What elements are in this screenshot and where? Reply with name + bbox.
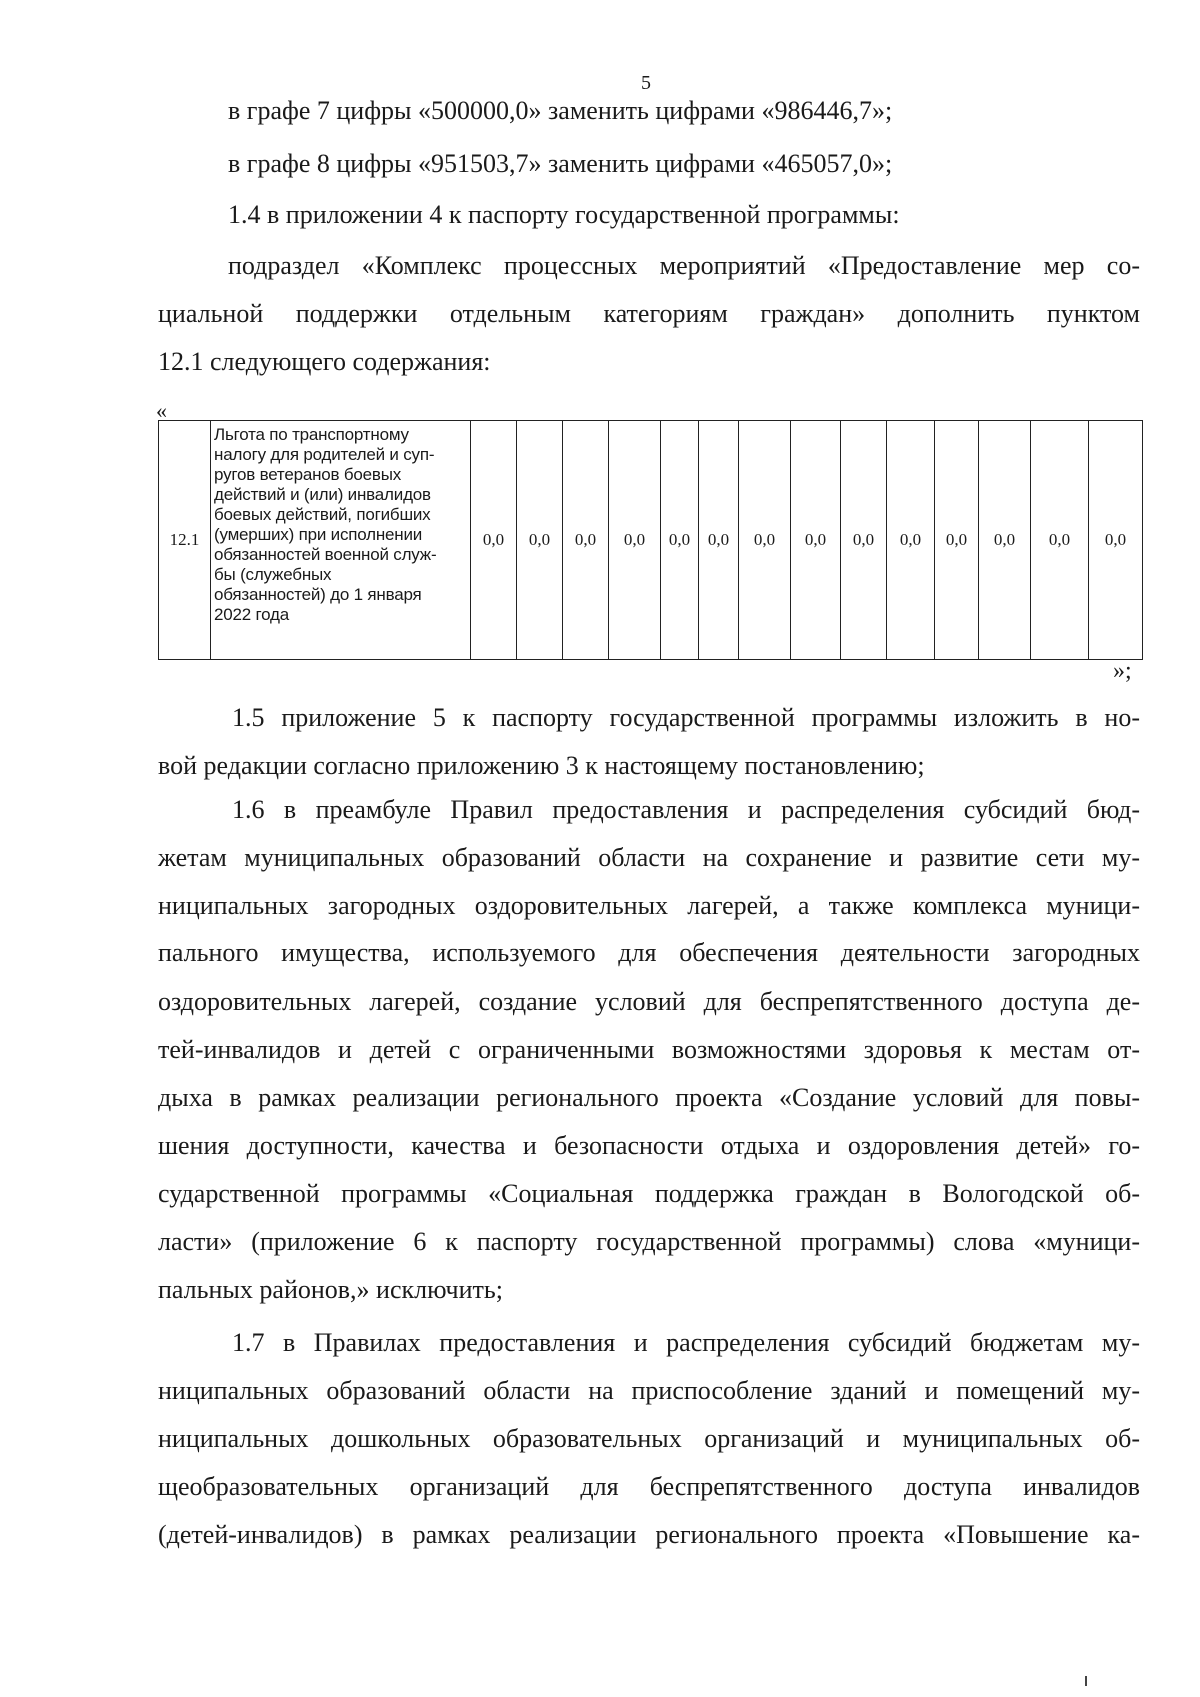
paragraph-line: 12.1 следующего содержания: [158,347,491,376]
paragraph-line: пальных районов,» исключить; [158,1275,503,1304]
paragraph-line: вой редакции согласно приложению 3 к настоящему постановлению; [158,751,925,780]
value-cell: 0,0 [471,421,517,660]
paragraph-line: ласти» (приложение 6 к паспорту государственной программы) слова «муници- [158,1227,1140,1256]
amendment-table [158,420,1143,660]
scan-mark [1085,1676,1087,1686]
quote-close-mark: »; [1113,658,1132,684]
paragraph-line: ниципальных образований области на приспособление зданий и помещений му- [158,1376,1140,1405]
paragraph-line: сударственной программы «Социальная поддержка граждан в Вологодской об- [158,1179,1140,1208]
paragraph-line: циальной поддержки отдельным категориям граждан» дополнить пунктом [158,299,1140,328]
paragraph-line: жетам муниципальных образований области на сохранение и развитие сети му- [158,843,1140,872]
paragraph-line: 1.6 в преамбуле Правил предоставления и распределения субсидий бюд- [232,795,1140,824]
text-line: 1.4 в приложении 4 к паспорту государственной программы: [228,200,900,229]
paragraph-line: дыха в рамках реализации регионального проекта «Создание условий для повы- [158,1083,1140,1112]
paragraph-line: тей-инвалидов и детей с ограниченными возможностями здоровья к местам от- [158,1035,1140,1064]
paragraph-line: 1.5 приложение 5 к паспорту государственной программы изложить в но- [232,703,1140,732]
value-cell: 0,0 [517,421,563,660]
value-cell: 0,0 [791,421,841,660]
description-cell: Льгота по транспортному налогу для родителей и суп- ругов ветеранов боевых действий и (или) инвалидов боевых действий, погибших (умерших) при исполнении обязанностей военной служ- бы (служебных обязанностей) до 1 января 2022 года [211,421,471,660]
paragraph-line: ниципальных дошкольных образовательных организаций и муниципальных об- [158,1424,1140,1453]
paragraph-line: (детей-инвалидов) в рамках реализации регионального проекта «Повышение ка- [158,1520,1140,1549]
quote-open-mark: « [156,398,167,423]
page-number: 5 [641,72,651,94]
value-cell: 0,0 [979,421,1031,660]
paragraph-line: оздоровительных лагерей, создание условий для беспрепятственного доступа де- [158,987,1140,1016]
value-cell: 0,0 [563,421,609,660]
paragraph-line: щеобразовательных организаций для беспрепятственного доступа инвалидов [158,1472,1140,1501]
value-cell: 0,0 [841,421,887,660]
value-cell: 0,0 [661,421,699,660]
table-row [159,421,1143,660]
paragraph-line: подраздел «Комплекс процессных мероприятий «Предоставление мер со- [228,251,1140,280]
row-number-cell: 12.1 [159,421,211,660]
paragraph-line: ниципальных загородных оздоровительных лагерей, а также комплекса муници- [158,891,1140,920]
value-cell: 0,0 [887,421,935,660]
text-line: в графе 7 цифры «500000,0» заменить цифрами «986446,7»; [228,96,893,125]
value-cell: 0,0 [739,421,791,660]
value-cell: 0,0 [1089,421,1143,660]
paragraph-line: шения доступности, качества и безопасности отдыха и оздоровления детей» го- [158,1131,1140,1160]
value-cell: 0,0 [609,421,661,660]
text-line: в графе 8 цифры «951503,7» заменить цифрами «465057,0»; [228,149,893,178]
value-cell: 0,0 [699,421,739,660]
value-cell: 0,0 [1031,421,1089,660]
value-cell: 0,0 [935,421,979,660]
paragraph-line: пального имущества, используемого для обеспечения деятельности загородных [158,938,1140,967]
paragraph-line: 1.7 в Правилах предоставления и распределения субсидий бюджетам му- [232,1328,1140,1357]
